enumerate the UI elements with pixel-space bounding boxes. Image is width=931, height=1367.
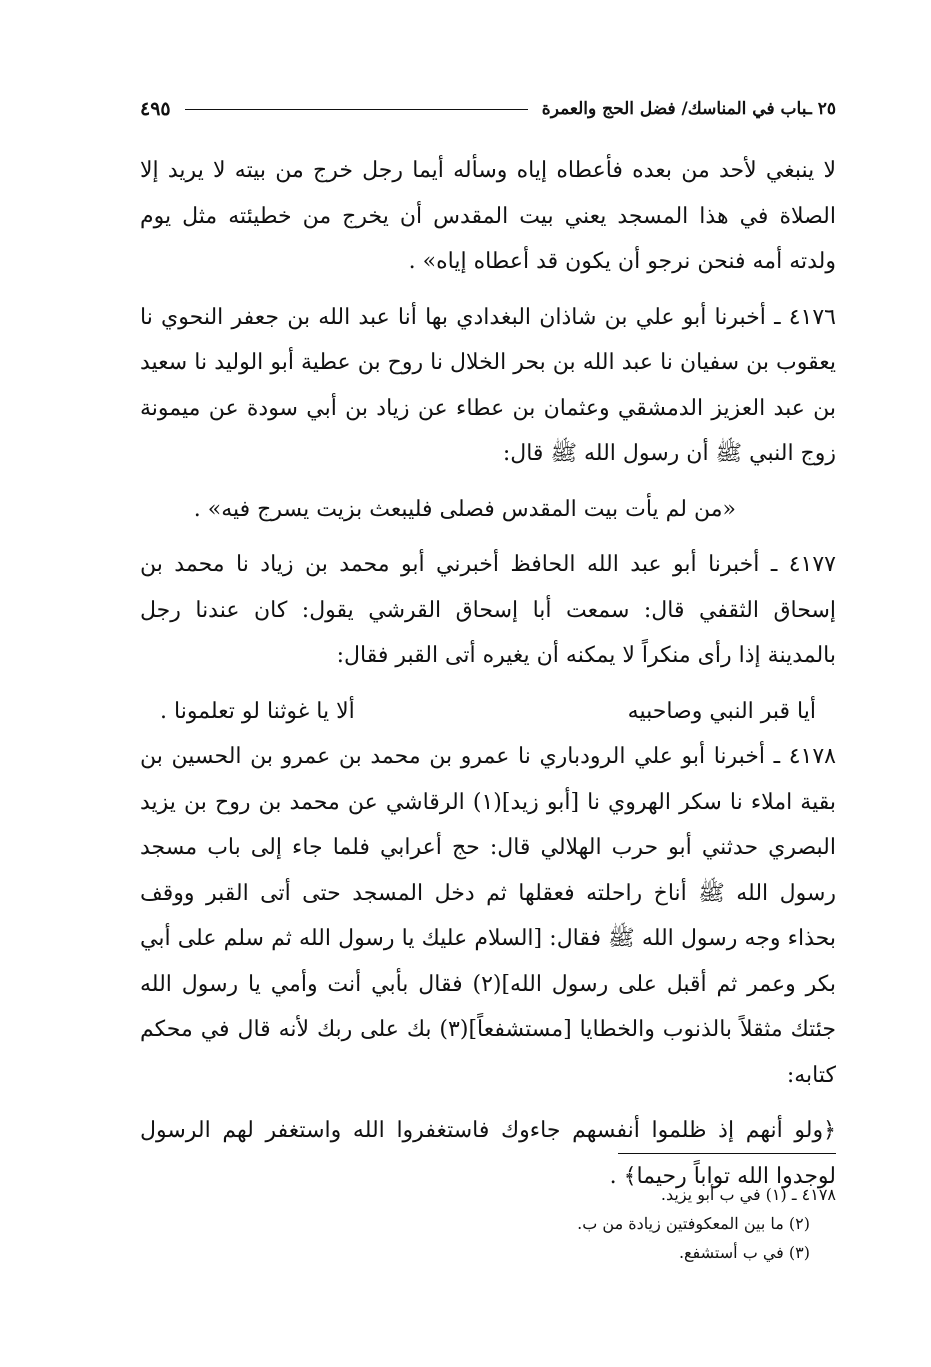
hadith-4178: ٤١٧٨ ـ أخبرنا أبو علي الرودباري نا عمرو بن محمد بن عمرو بن الحسين بن بقية املاء نا سكر الهروي نا [أبو زيد](١) الرقاشي عن محمد بن روح بن يزيد البصري حدثني أبو حرب الهلالي قال: حج أعرابي فلما جاء إلى باب مسجد رسول الله ﷺ أناخ راحلته فعقلها ثم دخل المسجد حتى أتى القبر ووقف بحذاء وجه رسول الله ﷺ فقال: [السلام عليك يا رسول الله ثم سلم على أبي بكر وعمر ثم أقبل على رسول الله](٢) فقال بأبي أنت وأمي يا رسول الله جئتك مثقلاً بالذنوب والخطايا [مستشفعاً](٣) بك على ربك لأنه قال في محكم كتابه:	[140, 744, 836, 1088]
footnote-separator	[618, 1153, 836, 1154]
page-header	[140, 92, 836, 126]
hadith-quote: «من لم يأت بيت المقدس فصلى فليبعث بزيت يسرج فيه» .	[193, 496, 736, 522]
running-title: ٢٥ ـباب في المناسك/ فضل الحج والعمرة	[541, 99, 836, 119]
quran-verse: ﴿ولو أنهم إذ ظلموا أنفسهم جاءوك فاستغفروا الله واستغفر لهم الرسول لوجدوا الله تواباً رحيما﴾ .	[140, 1118, 836, 1189]
main-text	[140, 148, 836, 1199]
poem-verse	[140, 689, 836, 735]
poem-first-hemistich: أيا قبر النبي وصاحبيه	[627, 698, 816, 724]
footnote-3: (٣) في ب أستشفع.	[678, 1243, 810, 1262]
paragraph-continuation: لا ينبغي لأحد من بعده فأعطاه إياه وسأله أيما رجل خرج من بيته لا يريد إلا الصلاة في هذا المسجد يعني بيت المقدس أن يخرج من خطيئته مثل يوم ولدته أمه فنحن نرجو أن يكون قد أعطاه إياه» .	[140, 158, 836, 274]
page-number: ٤٩٥	[140, 98, 171, 120]
footnotes	[436, 1180, 836, 1267]
hadith-4177: ٤١٧٧ ـ أخبرنا أبو عبد الله الحافظ أخبرني أبو محمد بن زياد نا محمد بن إسحاق الثقفي قال: سمعت أبا إسحاق القرشي يقول: كان عندنا رجل بالمدينة إذا رأى منكراً لا يمكنه أن يغيره أتى القبر فقال:	[140, 552, 836, 668]
footnote-1: ٤١٧٨ ـ (١) في ب أبو يزيد.	[660, 1185, 836, 1204]
poem-second-hemistich: ألا يا غوثنا لو تعلمونا .	[160, 698, 355, 724]
footnote-2: (٢) ما بين المعكوفتين زيادة من ب.	[577, 1214, 810, 1233]
header-rule	[185, 109, 528, 110]
hadith-4176: ٤١٧٦ ـ أخبرنا أبو علي بن شاذان البغدادي بها أنا عبد الله بن جعفر النحوي نا يعقوب بن سفيان نا عبد الله بن بحر الخلال نا روح بن عطية أبو الوليد نا سعيد بن عبد العزيز الدمشقي وعثمان بن عطاء عن زياد بن أبي سودة عن ميمونة زوج النبي ﷺ أن رسول الله ﷺ قال:	[140, 304, 836, 466]
